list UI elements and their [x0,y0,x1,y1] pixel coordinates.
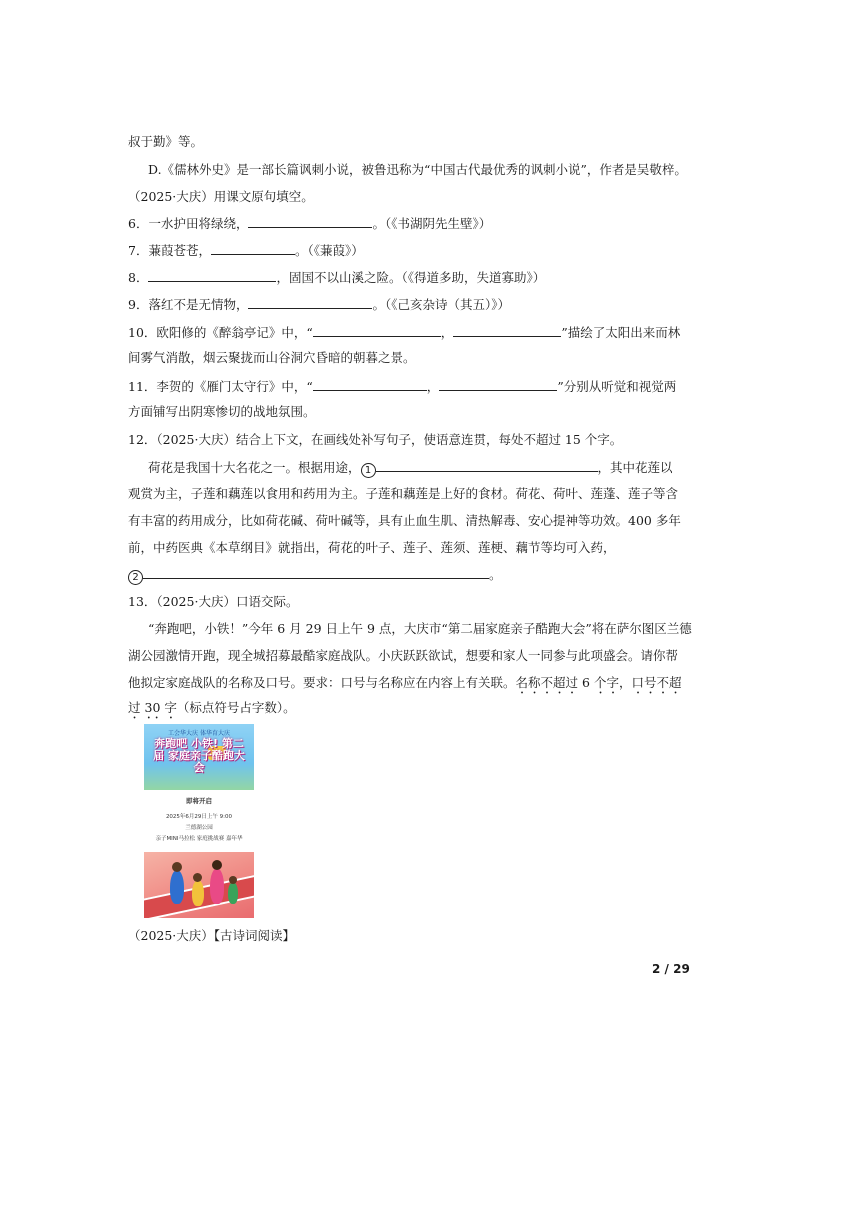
runner-figure [192,880,204,906]
answer-blank[interactable] [211,242,295,255]
passage-13-line3: 他拟定家庭战队的名称及口号。要求：口号与名称应在内容上有关联。名称不超过 6 个字，口号不超 [128,675,682,690]
passage-13-line1: “奔跑吧，小铁！”今年 6 月 29 日上午 9 点，大庆市“第二届家庭亲子酷跑大会”将在萨尔图区兰德 [148,621,692,636]
runner-head [229,876,237,884]
marker-2: 2 [128,570,143,585]
poster-line: 即将开启 [186,797,212,805]
question-11: 11．李贺的《雁门太守行》中，“ ， ”分别从听觉和视觉两 [128,379,677,394]
answer-blank[interactable] [143,566,489,579]
event-poster-image [144,724,254,920]
runner-head [193,873,202,882]
runner-figure [228,882,238,904]
poster-line: 兰德湖公园 [185,825,213,831]
answer-blank[interactable] [376,459,598,472]
question-13: 13．（2025·大庆）口语交际。 [128,594,299,609]
passage-12-line3: 有丰富的药用成分，比如荷花碱、荷叶碱等，具有止血生肌、清热解毒、安心提神等功效。400 多年 [128,513,681,528]
question-10-cont: 间雾气消散，烟云聚拢而山谷洞穴昏暗的朝暮之景。 [128,350,416,365]
poster-family-illustration [144,852,254,918]
section-heading: （2025·大庆）用课文原句填空。 [128,189,314,204]
answer-blank[interactable] [248,215,372,228]
question-6: 6．一水护田将绿绕， 。（《书湖阴先生壁》） [128,216,492,231]
passage-12-line2: 观赏为主，子莲和藕莲以食用和药用为主。子莲和藕莲是上好的食材。荷花、荷叶、莲蓬、莲子等含 [128,486,679,501]
answer-blank[interactable] [439,378,557,391]
poster-header: 工会华大庆 体华育大庆 [168,730,230,737]
passage-12-line4: 前，中药医典《本草纲目》就指出，荷花的叶子、莲子、莲须、莲梗、藕节等均可入药， [128,540,616,555]
question-7: 7．蒹葭苍苍， 。（《蒹葭》） [128,243,364,258]
poster-banner [144,724,254,790]
runner-figure [170,870,184,904]
question-10: 10．欧阳修的《醉翁亭记》中，“ ， ”描绘了太阳出来而林 [128,325,681,340]
question-12: 12．（2025·大庆）结合上下文，在画线处补写句子，使语意连贯，每处不超过 15 个字。 [128,432,623,447]
passage-13-line2: 湖公园激情开跑，现全城招募最酷家庭战队。小庆跃跃欲试，想要和家人一同参与此项盛会。请你帮 [128,648,679,663]
passage-13-line4: 过 30 字（标点符号占字数）。 [128,700,296,715]
runner-head [212,860,222,870]
poster-line: 2025年6月29日上午 9:00 [165,814,233,820]
poster-title: 奔跑吧 小铁! 第二届 家庭亲子酷跑大会 [153,737,245,774]
answer-blank[interactable] [313,378,427,391]
option-d: D.《儒林外史》是一部长篇讽刺小说，被鲁迅称为“中国古代最优秀的讽刺小说”，作者是吴敬梓。 [148,162,687,177]
section-heading-poetry: （2025·大庆）【古诗词阅读】 [128,928,296,943]
runner-head [172,862,182,872]
question-11-cont: 方面铺写出阴寒惨切的战地氛围。 [128,404,316,419]
question-9: 9．落红不是无情物， 。（《己亥杂诗（其五）》） [128,297,510,312]
text-line: 叔于勤》等。 [128,134,204,149]
answer-blank[interactable] [248,296,372,309]
answer-blank[interactable] [313,324,441,337]
marker-1: 1 [361,463,376,478]
poster-line: 亲子MINI马拉松 家庭挑战赛 嘉年华 [155,836,243,842]
passage-12-line5: 2 。 [128,566,502,585]
poster-info [144,794,254,842]
runner-figure [210,868,224,904]
answer-blank[interactable] [453,324,561,337]
page-number: 2 / 29 [652,962,690,976]
answer-blank[interactable] [148,269,276,282]
question-8: 8． ，固国不以山溪之险。（《得道多助，失道寡助》） [128,270,546,285]
passage-12-line1: 荷花是我国十大名花之一。根据用途， 1 ，其中花莲以 [148,460,673,476]
